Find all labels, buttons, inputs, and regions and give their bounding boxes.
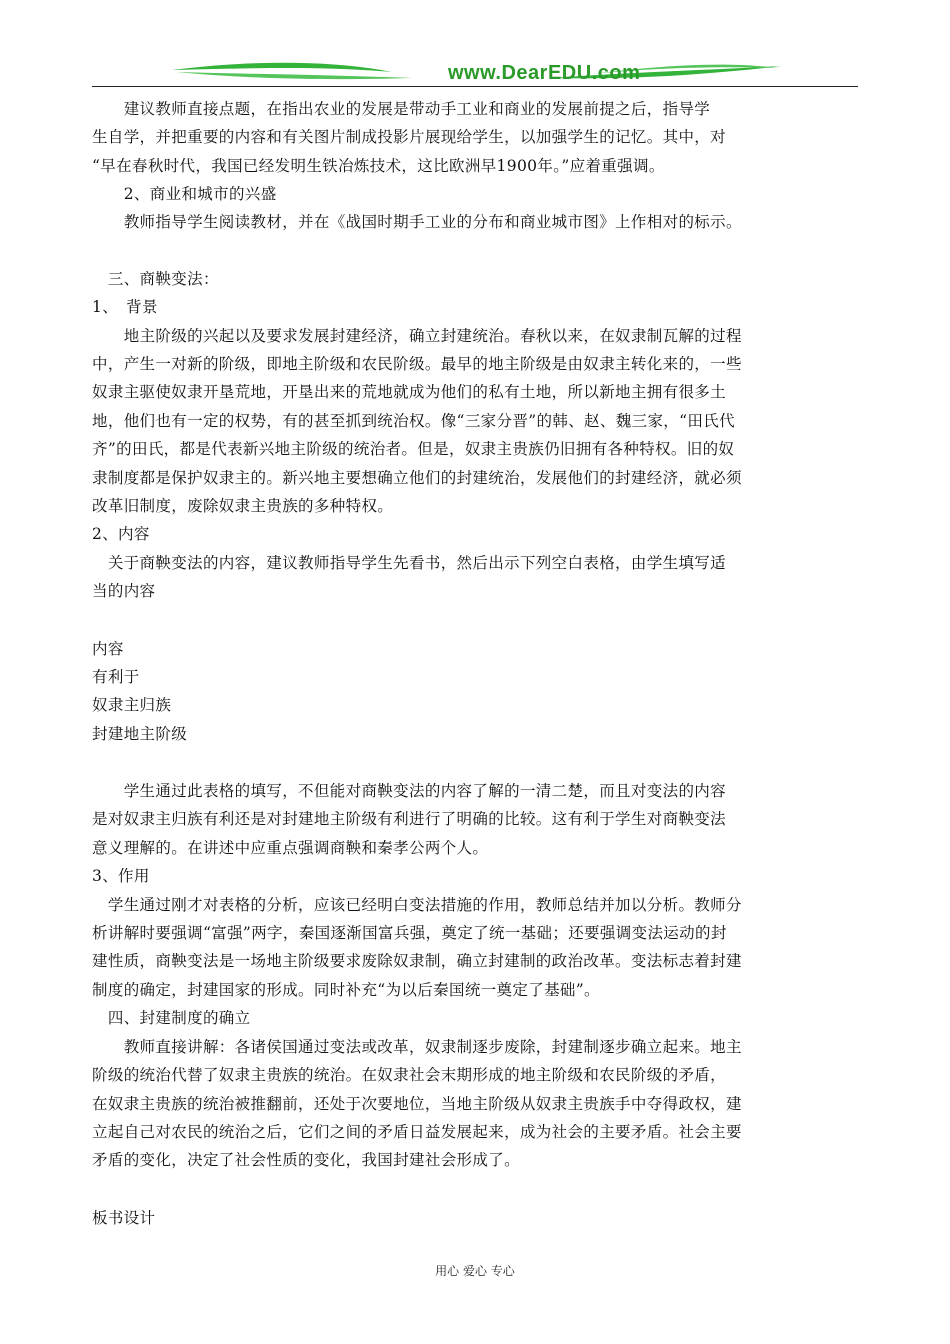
table-label: 封建地主阶级 [92, 725, 188, 743]
text-line: 当的内容 [92, 582, 156, 600]
text-line: 是对奴隶主归族有利还是对封建地主阶级有利进行了明确的比较。这有利于学生对商鞅变法 [92, 810, 727, 828]
text-line: 中，产生一对新的阶级，即地主阶级和农民阶级。最早的地主阶级是由奴隶主转化来的，一些 [92, 355, 742, 373]
text-line: 地主阶级的兴起以及要求发展封建经济，确立封建统治。春秋以来，在奴隶制瓦解的过程 [92, 327, 742, 345]
subheading: 3、作用 [92, 867, 150, 885]
text-line: 奴隶主驱使奴隶开垦荒地，开垦出来的荒地就成为他们的私有土地，所以新地主拥有很多土 [92, 383, 727, 401]
section-heading: 四、封建制度的确立 [92, 1009, 251, 1027]
text-line: 在奴隶主贵族的统治被推翻前，还处于次要地位，当地主阶级从奴隶主贵族手中夺得政权，建 [92, 1095, 742, 1113]
text-line: 建性质，商鞅变法是一场地主阶级要求废除奴隶制，确立封建制的政治改革。变法标志着封建 [92, 952, 742, 970]
text-line: 齐”的田氏，都是代表新兴地主阶级的统治者。但是，奴隶主贵族仍旧拥有各种特权。旧的奴 [92, 440, 735, 458]
page-footer: 用心 爱心 专心 [435, 1264, 515, 1278]
text-line: 隶制度都是保护奴隶主的。新兴地主要想确立他们的封建统治，发展他们的封建经济，就必须 [92, 469, 742, 487]
text-line: 学生通过刚才对表格的分析，应该已经明白变法措施的作用，教师总结并加以分析。教师分 [92, 896, 742, 914]
subheading: 1、 背景 [92, 298, 158, 316]
header-rule [92, 86, 858, 87]
text-line: 阶级的统治代替了奴隶主贵族的统治。在奴隶社会末期形成的地主阶级和农民阶级的矛盾， [92, 1066, 727, 1084]
table-label: 内容 [92, 640, 124, 658]
text-line: 教师直接讲解：各诸侯国通过变法或改革，奴隶制逐步废除，封建制逐步确立起来。地主 [92, 1038, 742, 1056]
text-line: 制度的确定，封建国家的形成。同时补充“为以后秦国统一奠定了基础”。 [92, 981, 600, 999]
text-line: 地，他们也有一定的权势，有的甚至抓到统治权。像“三家分晋”的韩、赵、魏三家，“田氏代 [92, 412, 735, 430]
table-label: 有利于 [92, 668, 140, 686]
text-line: 关于商鞅变法的内容，建议教师指导学生先看书，然后出示下列空白表格，由学生填写适 [92, 554, 727, 572]
section-heading: 三、商鞅变法： [92, 270, 219, 288]
text-line: 矛盾的变化，决定了社会性质的变化，我国封建社会形成了。 [92, 1151, 520, 1169]
text-line: “早在春秋时代，我国已经发明生铁冶炼技术，这比欧洲早1900年。”应着重强调。 [92, 157, 665, 175]
table-label: 奴隶主归族 [92, 696, 172, 714]
text-line: 生自学，并把重要的内容和有关图片制成投影片展现给学生，以加强学生的记忆。其中，对 [92, 128, 727, 146]
text-line: 意义理解的。在讲述中应重点强调商鞅和秦孝公两个人。 [92, 839, 489, 857]
text-line: 建议教师直接点题，在指出农业的发展是带动手工业和商业的发展前提之后，指导学 [92, 100, 711, 118]
section-heading: 板书设计 [92, 1209, 156, 1227]
section-heading: 2、商业和城市的兴盛 [92, 185, 277, 203]
text-line: 改革旧制度，废除奴隶主贵族的多种特权。 [92, 497, 394, 515]
text-line: 析讲解时要强调“富强”两字，秦国逐渐国富兵强，奠定了统一基础；还要强调变法运动的封 [92, 924, 727, 942]
text-line: 立起自己对农民的统治之后，它们之间的矛盾日益发展起来，成为社会的主要矛盾。社会主要 [92, 1123, 742, 1141]
subheading: 2、内容 [92, 525, 150, 543]
text-line: 学生通过此表格的填写，不但能对商鞅变法的内容了解的一清二楚，而且对变法的内容 [92, 782, 727, 800]
site-logo[interactable]: www.DearEDU.com [448, 62, 641, 84]
text-line: 教师指导学生阅读教材，并在《战国时期手工业的分布和商业城市图》上作相对的标示。 [92, 213, 742, 231]
